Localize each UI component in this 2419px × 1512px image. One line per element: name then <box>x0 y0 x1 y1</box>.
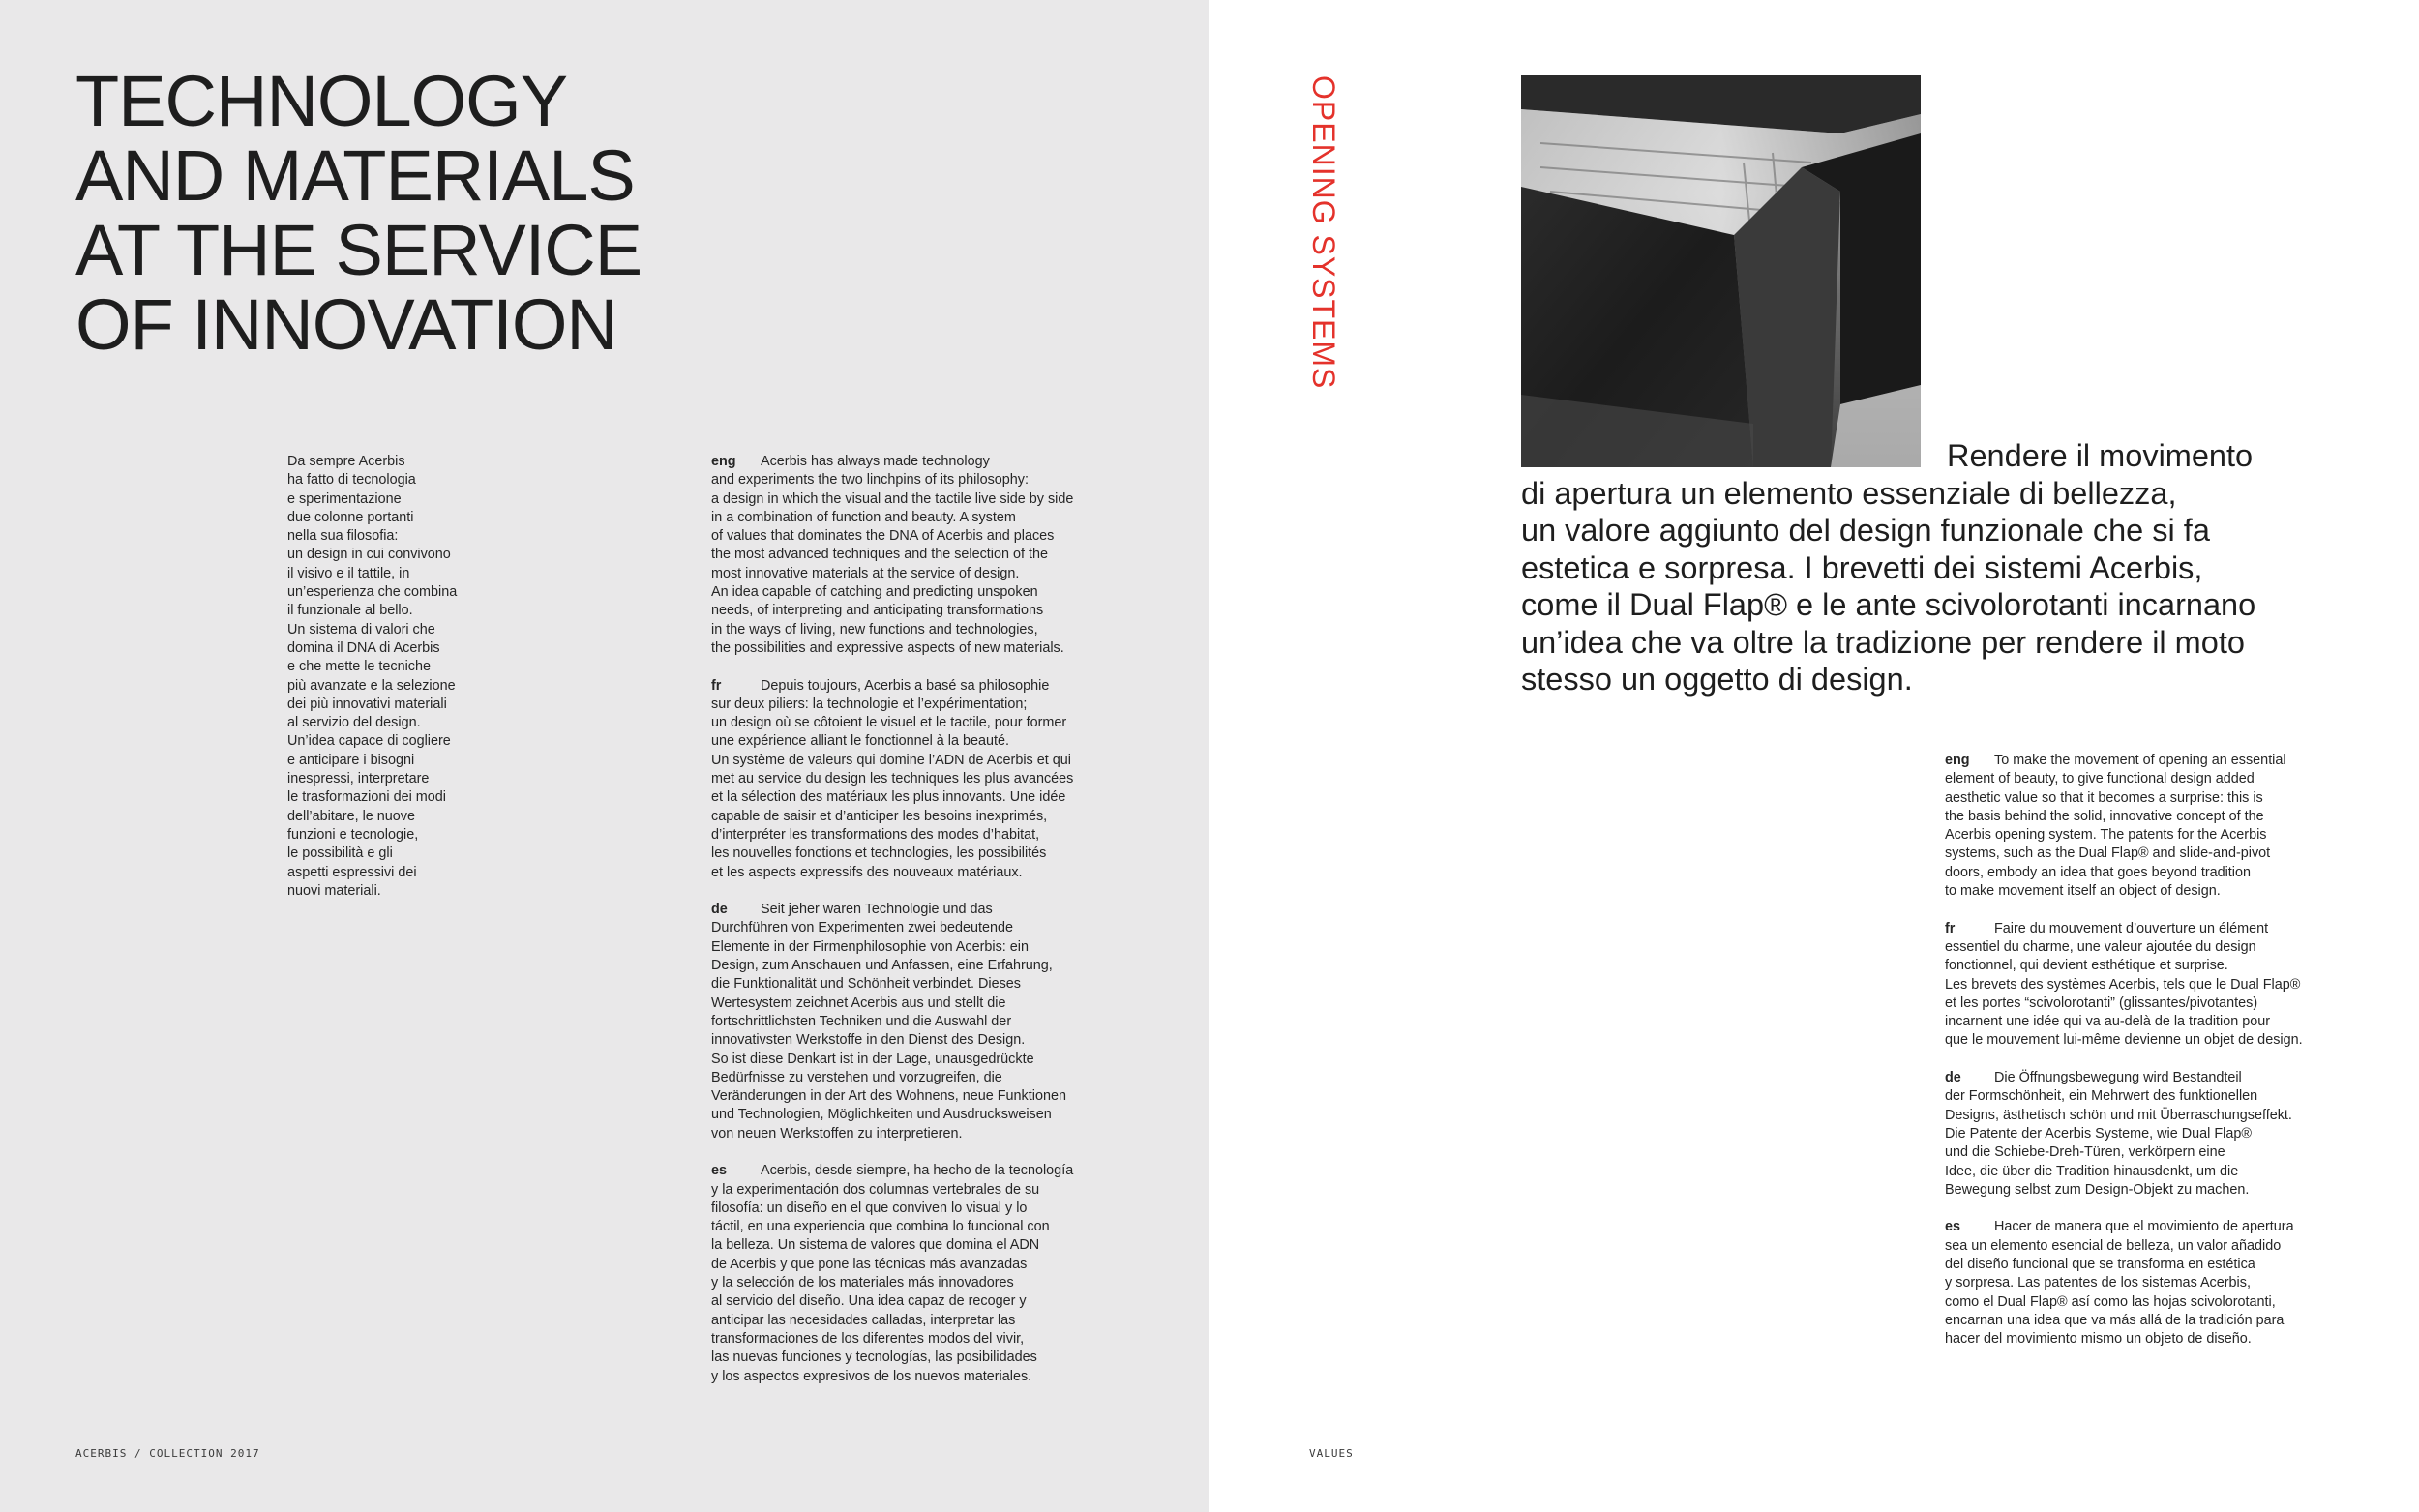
text-line: aspetti espressivi dei <box>287 864 417 880</box>
text-line: un design où se côtoient le visuel et le tactile, pour former <box>711 715 1067 731</box>
text-line: più avanzate e la selezione <box>287 677 456 694</box>
lead-paragraph <box>1521 437 2373 698</box>
text-line: incarnent une idée qui va au-delà de la tradition pour <box>1945 1014 2271 1030</box>
text-line: needs, of interpreting and anticipating transformations <box>711 603 1044 619</box>
footer-section: VALUES <box>1309 1447 1354 1460</box>
text-line: und Technologien, Möglichkeiten und Ausdrucksweisen <box>711 1107 1052 1123</box>
lead-line: come il Dual Flap® e le ante scivolorotanti incarnano <box>1521 587 2256 622</box>
language-code: de <box>711 902 728 918</box>
text-line: y la experimentación dos columnas vertebrales de su <box>711 1181 1040 1198</box>
text-line: Acerbis, desde siempre, ha hecho de la tecnología <box>761 1163 1074 1179</box>
text-line: et les aspects expressifs des nouveaux matériaux. <box>711 864 1023 880</box>
text-line: An idea capable of catching and predicting unspoken <box>711 584 1038 601</box>
text-line: al servicio del diseño. Una idea capaz de recoger y <box>711 1293 1027 1310</box>
text-line: al servizio del design. <box>287 715 421 731</box>
text-line: in the ways of living, new functions and technologies, <box>711 621 1038 637</box>
text-line: et les portes “scivolorotanti” (glissantes/pivotantes) <box>1945 994 2258 1011</box>
text-line: le possibilità e gli <box>287 845 393 862</box>
text-line: die Funktionalität und Schönheit verbindet. Dieses <box>711 976 1021 993</box>
product-photo <box>1521 75 1921 467</box>
text-line-first <box>1945 920 2332 938</box>
cabinet-photo-image <box>1521 75 1921 467</box>
text-line: la belleza. Un sistema de valores que domina el ADN <box>711 1237 1040 1254</box>
text-line: les nouvelles fonctions et technologies, les possibilités <box>711 845 1047 862</box>
text-line: in a combination of function and beauty. A system <box>711 509 1016 525</box>
text-line: sur deux piliers: la technologie et l’expérimentation; <box>711 696 1028 712</box>
text-line-first <box>1945 1069 2332 1087</box>
text-line: un’esperienza che combina <box>287 584 458 601</box>
text-line: essentiel du charme, une valeur ajoutée du design <box>1945 938 2256 955</box>
text-line: Designs, ästhetisch schön und mit Überraschungseffekt. <box>1945 1107 2292 1123</box>
right-page <box>1210 0 2419 1512</box>
text-line: Durchführen von Experimenten zwei bedeutende <box>711 920 1013 936</box>
translation-block-fr <box>1945 920 2332 1051</box>
text-line: und die Schiebe-Dreh-Türen, verkörpern eine <box>1945 1144 2225 1161</box>
text-line: von neuen Werkstoffen zu interpretieren. <box>711 1125 963 1141</box>
text-line: capable de saisir et d’anticiper les besoins inexprimés, <box>711 808 1048 824</box>
text-line: innovativsten Werkstoffe in den Dienst des Design. <box>711 1032 1026 1049</box>
text-line: the most advanced techniques and the selection of the <box>711 547 1049 563</box>
text-line: le trasformazioni dei modi <box>287 789 446 806</box>
text-line: Die Patente der Acerbis Systeme, wie Dual Flap® <box>1945 1125 2252 1141</box>
text-line: Les brevets des systèmes Acerbis, tels que le Dual Flap® <box>1945 976 2301 993</box>
text-line: Acerbis opening system. The patents for the Acerbis <box>1945 827 2267 844</box>
text-line-first <box>711 677 1118 696</box>
lead-line: stesso un oggetto di design. <box>1521 662 1913 697</box>
text-line: filosofía: un diseño en el que conviven lo visual y lo <box>711 1200 1028 1216</box>
text-line: Hacer de manera que el movimiento de apertura <box>1994 1219 2294 1235</box>
text-line: inespressi, interpretare <box>287 771 430 787</box>
text-line: Wertesystem zeichnet Acerbis aus und stellt die <box>711 994 1006 1011</box>
text-line-first <box>711 901 1118 919</box>
text-line: nuovi materiali. <box>287 882 381 899</box>
translation-block-de <box>1945 1069 2332 1200</box>
text-line: most innovative materials at the service of design. <box>711 565 1020 581</box>
text-line: Acerbis has always made technology <box>761 454 990 469</box>
text-line: Die Öffnungsbewegung wird Bestandteil <box>1994 1070 2242 1086</box>
text-line: transformaciones de los diferentes modos del vivir, <box>711 1330 1025 1347</box>
text-line: e che mette le tecniche <box>287 659 431 675</box>
footer-collection: ACERBIS / COLLECTION 2017 <box>75 1447 260 1460</box>
language-code: es <box>711 1163 728 1179</box>
text-line: d’interpréter les transformations des modes d’habitat, <box>711 826 1040 843</box>
text-line: y sorpresa. Las patentes de los sistemas Acerbis, <box>1945 1275 2251 1291</box>
title-line: TECHNOLOGY <box>75 61 568 141</box>
translation-block-de <box>711 901 1118 1143</box>
text-line: Seit jeher waren Technologie und das <box>761 902 993 918</box>
text-line: Faire du mouvement d’ouverture un élément <box>1994 920 2269 936</box>
text-line: Un’idea capace di cogliere <box>287 733 451 750</box>
translation-block-es <box>711 1162 1118 1386</box>
text-line: y la selección de los materiales más innovadores <box>711 1275 1014 1291</box>
text-line: der Formschönheit, ein Mehrwert des funktionellen <box>1945 1088 2258 1105</box>
text-line: Design, zum Anschauen und Anfassen, eine Erfahrung, <box>711 958 1053 974</box>
title-line: AND MATERIALS <box>75 135 635 216</box>
language-code: fr <box>1945 920 1956 936</box>
text-line: Da sempre Acerbis <box>287 454 405 469</box>
text-line: So ist diese Denkart ist in der Lage, unausgedrückte <box>711 1051 1034 1067</box>
text-line-first <box>711 1162 1118 1180</box>
text-line: de Acerbis y que pone las técnicas más avanzadas <box>711 1256 1028 1272</box>
text-line: Depuis toujours, Acerbis a basé sa philosophie <box>761 677 1050 694</box>
text-line: anticipar las necesidades calladas, interpretar las <box>711 1312 1016 1328</box>
text-line: the possibilities and expressive aspects of new materials. <box>711 639 1064 656</box>
text-line: aesthetic value so that it becomes a surprise: this is <box>1945 789 2263 806</box>
text-line: element of beauty, to give functional design added <box>1945 771 2255 787</box>
right-translations-column <box>1945 752 2332 1368</box>
text-line: of values that dominates the DNA of Acerbis and places <box>711 528 1055 545</box>
lead-line: un’idea che va oltre la tradizione per rendere il moto <box>1521 624 2245 660</box>
text-line: un design in cui convivono <box>287 547 451 563</box>
text-line: il funzionale al bello. <box>287 603 413 619</box>
lead-line: di apertura un elemento essenziale di bellezza, <box>1521 475 2177 511</box>
translation-block-eng <box>1945 752 2332 901</box>
text-line: the basis behind the solid, innovative concept of the <box>1945 808 2264 824</box>
text-line: Bewegung selbst zum Design-Objekt zu machen. <box>1945 1181 2250 1198</box>
text-line: dei più innovativi materiali <box>287 696 447 712</box>
text-line: Idee, die über die Tradition hinausdenkt, um die <box>1945 1163 2239 1179</box>
text-line: Veränderungen in der Art des Wohnens, neue Funktionen <box>711 1088 1066 1105</box>
translation-block-es <box>1945 1218 2332 1349</box>
text-line: To make the movement of opening an essential <box>1994 753 2286 768</box>
text-line: funzioni e tecnologie, <box>287 826 419 843</box>
text-line: to make movement itself an object of design. <box>1945 883 2221 900</box>
language-code: eng <box>711 454 736 469</box>
text-line: táctil, en una experiencia que combina lo funcional con <box>711 1219 1050 1235</box>
text-line: met au service du design les techniques les plus avancées <box>711 771 1074 787</box>
text-line: encarnan una idea que va más allá de la tradición para <box>1945 1312 2285 1328</box>
text-line: a design in which the visual and the tactile live side by side <box>711 490 1074 507</box>
text-line-first <box>1945 752 2332 770</box>
text-line: and experiments the two linchpins of its philosophy: <box>711 472 1029 489</box>
text-line: que le mouvement lui-même devienne un objet de design. <box>1945 1032 2303 1049</box>
section-label: OPENING SYSTEMS <box>1306 75 1341 390</box>
text-line: como el Dual Flap® así como las hojas scivolorotanti, <box>1945 1293 2276 1310</box>
text-line-first <box>1945 1218 2332 1236</box>
text-line: del diseño funcional que se transforma en estética <box>1945 1257 2255 1273</box>
text-line: e sperimentazione <box>287 490 402 507</box>
lead-line: Rendere il movimento <box>1947 438 2254 473</box>
title-line: OF INNOVATION <box>75 284 617 365</box>
text-line: dell’abitare, le nuove <box>287 808 416 824</box>
language-code: de <box>1945 1070 1961 1086</box>
text-line-first <box>711 453 1118 471</box>
text-line: doors, embody an idea that goes beyond tradition <box>1945 864 2252 880</box>
translation-block-eng <box>711 453 1118 658</box>
text-line: fonctionnel, qui devient esthétique et surprise. <box>1945 958 2228 974</box>
left-translations-column <box>711 453 1118 1405</box>
text-line: ha fatto di tecnologia <box>287 472 416 489</box>
page-title <box>75 61 642 365</box>
text-line: fortschrittlichsten Techniken und die Auswahl der <box>711 1013 1012 1029</box>
text-line: Un système de valeurs qui domine l’ADN de Acerbis et qui <box>711 752 1071 768</box>
language-code: es <box>1945 1219 1961 1235</box>
text-line: systems, such as the Dual Flap® and slide-and-pivot <box>1945 845 2271 862</box>
lead-line: un valore aggiunto del design funzionale che si fa <box>1521 513 2210 548</box>
language-code: fr <box>711 677 722 694</box>
text-line: sea un elemento esencial de belleza, un valor añadido <box>1945 1237 2282 1254</box>
language-code: eng <box>1945 753 1970 768</box>
text-line: e anticipare i bisogni <box>287 752 415 768</box>
text-line: une expérience alliant le fonctionnel à la beauté. <box>711 733 1010 750</box>
text-line: il visivo e il tattile, in <box>287 565 410 581</box>
title-line: AT THE SERVICE <box>75 210 642 290</box>
text-line: domina il DNA di Acerbis <box>287 639 440 656</box>
text-line: Bedürfnisse zu verstehen und vorzugreifen, die <box>711 1069 1002 1085</box>
text-line: due colonne portanti <box>287 509 414 525</box>
text-line: et la sélection des matériaux les plus innovants. Une idée <box>711 789 1066 806</box>
lead-line: estetica e sorpresa. I brevetti dei sistemi Acerbis, <box>1521 549 2203 585</box>
text-line: y los aspectos expresivos de los nuevos materiales. <box>711 1368 1032 1384</box>
text-line: Un sistema di valori che <box>287 621 435 637</box>
italian-intro-text <box>287 453 481 901</box>
text-line: hacer del movimiento mismo un objeto de diseño. <box>1945 1331 2252 1348</box>
translation-block-fr <box>711 677 1118 882</box>
text-line: nella sua filosofia: <box>287 528 399 545</box>
text-line: Elemente in der Firmenphilosophie von Acerbis: ein <box>711 938 1029 955</box>
text-line: las nuevas funciones y tecnologías, las posibilidades <box>711 1349 1037 1366</box>
